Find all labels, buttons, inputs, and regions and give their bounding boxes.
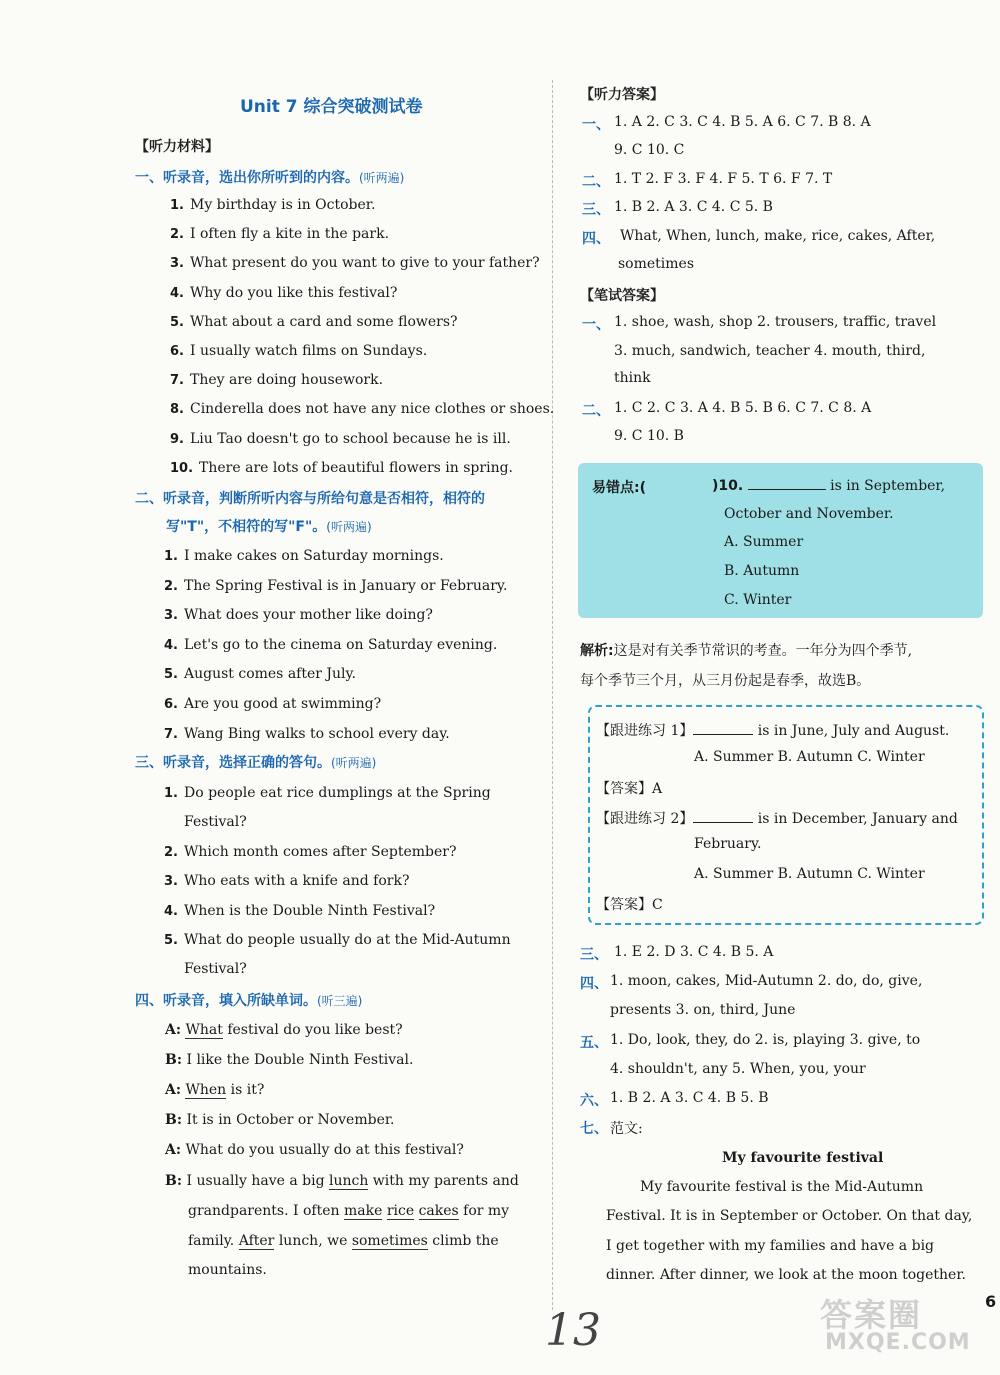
section-2-item: 3. What does your mother like doing? [164, 607, 433, 624]
section-3-title: 三、听录音，选择正确的答句。(听两遍) [135, 755, 377, 771]
essay-line-3: I get together with my families and have a big [606, 1238, 935, 1254]
l3-answers: 1. B 2. A 3. C 4. C 5. B [614, 199, 773, 215]
analysis-line-1: 解析:这是对有关季节常识的考查。一年分为四个季节, [580, 643, 913, 659]
page-number: 6 [985, 1292, 997, 1311]
w4-mark: 四、 [580, 976, 608, 992]
w4-answers: 1. moon, cakes, Mid-Autumn 2. do, do, give, [610, 973, 923, 989]
essay-line-1: My favourite festival is the Mid-Autumn [640, 1179, 924, 1195]
dialog-line-9: mountains. [188, 1262, 267, 1278]
w1-answers: 1. shoe, wash, shop 2. trousers, traffic, travel [614, 314, 937, 330]
analysis-line-2: 每个季节三个月，从三月份起是春季，故选B。 [580, 673, 871, 689]
practice-1-options: A. Summer B. Autumn C. Winter [694, 749, 925, 765]
section-3-item: 1. Do people eat rice dumplings at the Spring [164, 785, 491, 801]
w2-answers-cont: 9. C 10. B [614, 428, 684, 444]
error-point-question: )10. is in September, [712, 478, 946, 494]
essay-line-4: dinner. After dinner, we look at the moon together. [606, 1267, 966, 1283]
error-option-b: B. Autumn [724, 563, 800, 579]
written-answers-heading: 【笔试答案】 [580, 288, 664, 304]
section-3-item: 3. Who eats with a knife and fork? [164, 873, 410, 890]
section-2-item: 6. Are you good at swimming? [164, 696, 382, 712]
dialog-line-5: A: What do you usually do at this festival? [165, 1142, 464, 1158]
column-divider [552, 80, 553, 1310]
error-point-label: 易错点:( [592, 480, 646, 496]
dialog-line-3: A: When is it? [165, 1082, 265, 1098]
practice-2-question-cont: February. [694, 836, 762, 852]
page-title: Unit 7 综合突破测试卷 [240, 97, 423, 117]
error-option-a: A. Summer [724, 534, 804, 550]
error-point-question-cont: October and November. [724, 506, 894, 522]
section-1-item: 5. What about a card and some flowers? [170, 313, 458, 330]
section-3-item-cont: Festival? [184, 814, 247, 831]
w1-answers-3: think [614, 370, 651, 386]
l4-answers: What, When, lunch, make, rice, cakes, After, [620, 228, 936, 244]
section-1-item: 3. What present do you want to give to your father? [170, 255, 540, 272]
w1-answers-2: 3. much, sandwich, teacher 4. mouth, third, [614, 343, 926, 359]
practice-2-options: A. Summer B. Autumn C. Winter [694, 866, 925, 882]
l4-answers-cont: sometimes [618, 256, 695, 272]
listening-material-heading: 【听力材料】 [135, 139, 219, 155]
practice-2-question: 【跟进练习 2】 is in December, January and [596, 811, 958, 827]
w3-answers: 1. E 2. D 3. C 4. B 5. A [614, 944, 774, 960]
section-1-item: 2. I often fly a kite in the park. [170, 226, 390, 243]
w5-mark: 五、 [580, 1035, 608, 1051]
section-2-title-cont: 写"T"，不相符的写"F"。(听两遍) [166, 519, 372, 535]
w6-answers: 1. B 2. A 3. C 4. B 5. B [610, 1090, 769, 1106]
section-4-title: 四、听录音，填入所缺单词。(听三遍) [135, 993, 363, 1009]
watermark-logo: 答案圈 MXQE.COM [820, 1296, 971, 1355]
listening-answers-heading: 【听力答案】 [580, 87, 664, 103]
section-2-item: 1. I make cakes on Saturday mornings. [164, 548, 444, 564]
section-3-item-cont: Festival? [184, 961, 247, 978]
section-1-item: 1. My birthday is in October. [170, 197, 376, 213]
section-1-item: 6. I usually watch films on Sundays. [170, 343, 428, 359]
w4-answers-cont: presents 3. on, third, June [610, 1002, 796, 1018]
dialog-line-6: B: I usually have a big lunch with my parents and [165, 1173, 519, 1189]
practice-2-answer: 【答案】C [596, 897, 663, 913]
dialog-line-8: family. After lunch, we sometimes climb the [188, 1233, 499, 1249]
section-2-title: 二、听录音，判断所听内容与所给句意是否相符，相符的 [135, 491, 485, 507]
l1-answers-cont: 9. C 10. C [614, 142, 685, 158]
l1-mark: 一、 [582, 117, 610, 133]
dialog-line-7: grandparents. I often make rice cakes for my [188, 1203, 510, 1219]
section-2-item: 4. Let's go to the cinema on Saturday evening. [164, 636, 498, 653]
dialog-line-1: A: What festival do you like best? [165, 1022, 403, 1038]
dialog-line-4: B: It is in October or November. [165, 1112, 395, 1128]
section-3-item: 4. When is the Double Ninth Festival? [164, 902, 436, 919]
essay-title: My favourite festival [722, 1150, 884, 1166]
error-option-c: C. Winter [724, 592, 792, 608]
section-1-item: 7. They are doing housework. [170, 372, 384, 389]
l2-answers: 1. T 2. F 3. F 4. F 5. T 6. F 7. T [614, 171, 833, 187]
w7-label: 范文: [610, 1121, 643, 1137]
l1-answers: 1. A 2. C 3. C 4. B 5. A 6. C 7. B 8. A [614, 114, 871, 130]
section-2-item: 5. August comes after July. [164, 666, 357, 683]
section-1-item: 10. There are lots of beautiful flowers in spring. [170, 459, 513, 476]
section-2-item: 7. Wang Bing walks to school every day. [164, 725, 450, 742]
section-1-item: 4. Why do you like this festival? [170, 284, 398, 301]
w5-answers: 1. Do, look, they, do 2. is, playing 3. give, to [610, 1032, 921, 1048]
section-3-item: 2. Which month comes after September? [164, 843, 457, 860]
w7-mark: 七、 [580, 1121, 608, 1137]
section-3-item: 5. What do people usually do at the Mid-Autumn [164, 932, 511, 948]
section-1-item: 8. Cinderella does not have any nice clothes or shoes. [170, 401, 555, 418]
w2-mark: 二、 [582, 403, 610, 419]
w1-mark: 一、 [582, 317, 610, 333]
section-2-item: 2. The Spring Festival is in January or February. [164, 577, 508, 594]
section-1-item: 9. Liu Tao doesn't go to school because he is ill. [170, 430, 511, 447]
section-1-title: 一、听录音，选出你所听到的内容。(听两遍) [135, 170, 405, 186]
practice-1-question: 【跟进练习 1】 is in June, July and August. [596, 723, 950, 739]
l2-mark: 二、 [582, 174, 610, 190]
w2-answers: 1. C 2. C 3. A 4. B 5. B 6. C 7. C 8. A [614, 400, 872, 416]
dialog-line-2: B: I like the Double Ninth Festival. [165, 1052, 414, 1068]
essay-line-2: Festival. It is in September or October. On that day, [606, 1208, 973, 1224]
w3-mark: 三、 [580, 947, 608, 963]
w6-mark: 六、 [580, 1093, 608, 1109]
handwritten-number: 13 [545, 1305, 601, 1356]
l4-mark: 四、 [582, 231, 610, 247]
w5-answers-cont: 4. shouldn't, any 5. When, you, your [610, 1061, 866, 1077]
practice-1-answer: 【答案】A [596, 781, 663, 797]
l3-mark: 三、 [582, 202, 610, 218]
